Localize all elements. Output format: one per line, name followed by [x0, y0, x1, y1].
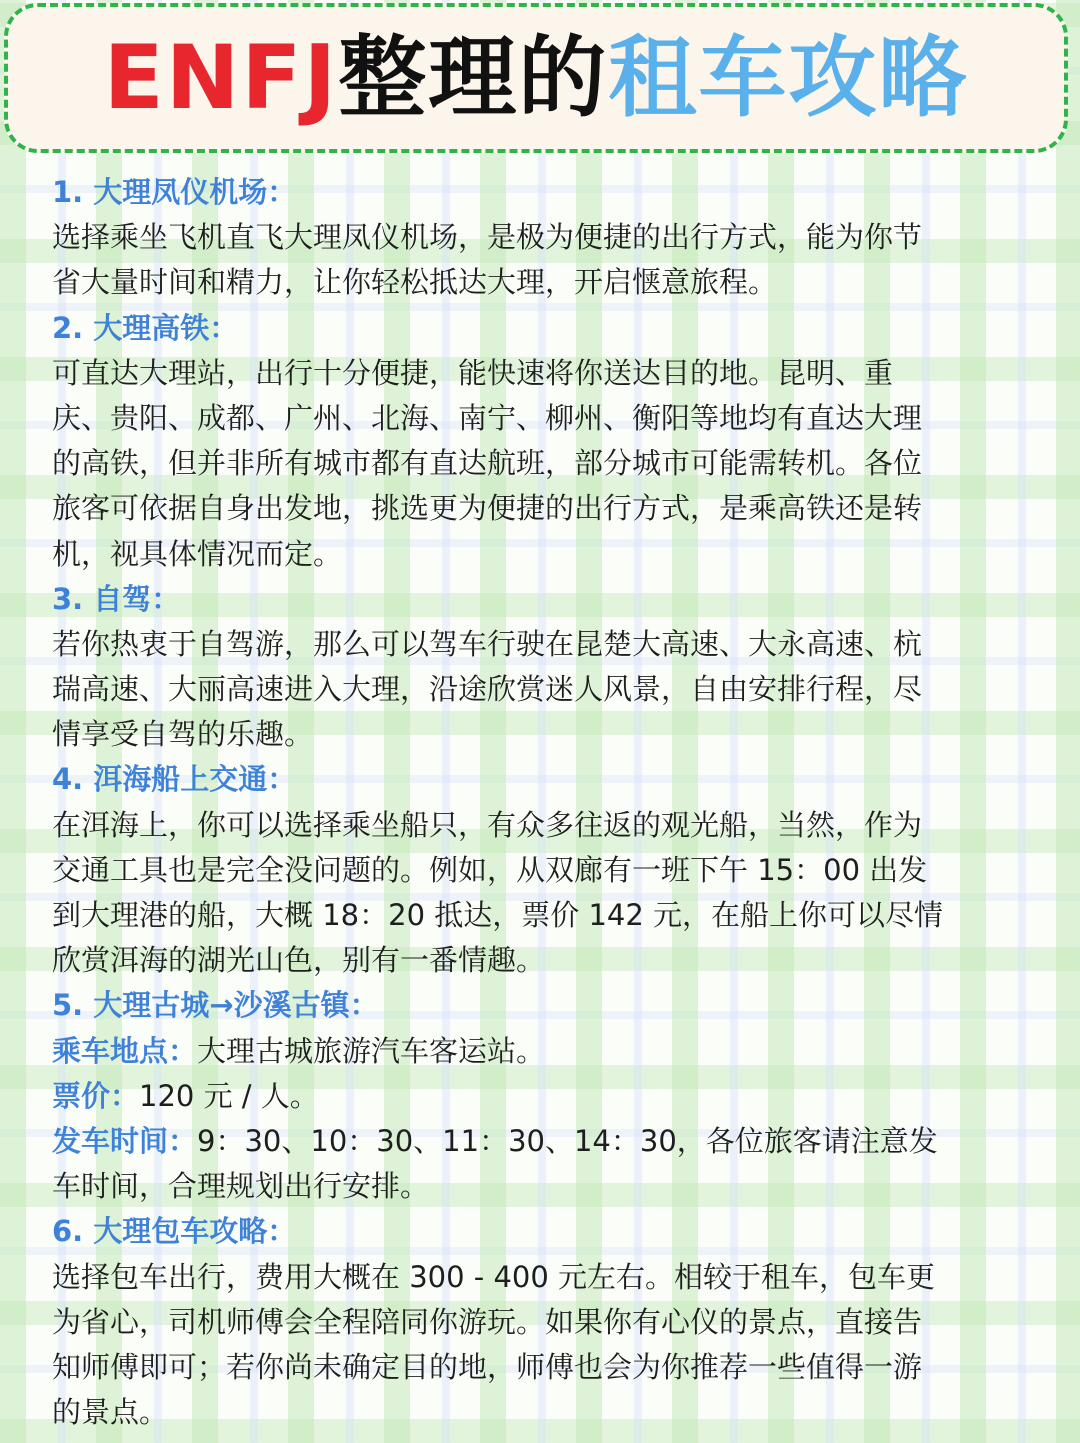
- paragraph-line: 情享受自驾的乐趣。: [52, 717, 314, 752]
- paragraph-line: 机，视具体情况而定。: [52, 536, 343, 571]
- info-item-ticket-price: [52, 1074, 1022, 1119]
- paragraph-line: 庆、贵阳、成都、广州、北海、南宁、柳州、衡阳等地均有直达大理: [52, 400, 923, 435]
- paragraph-line: 选择包车出行，费用大概在 300 - 400 元左右。相较于租车，包车更: [52, 1259, 936, 1294]
- info-item-boarding-location: [52, 1029, 1022, 1074]
- section-heading-erhai-boat: 4. 洱海船上交通：: [52, 762, 297, 797]
- paragraph-line: 欣赏洱海的湖光山色，别有一番情趣。: [52, 943, 546, 978]
- guide-content: [52, 170, 1022, 1435]
- info-label: 票价：: [52, 1078, 140, 1113]
- info-label: 乘车地点：: [52, 1033, 198, 1068]
- paragraph-line: 瑞高速、大丽高速进入大理，沿途欣赏迷人风景，自由安排行程，尽: [52, 672, 923, 707]
- paragraph-line: 到大理港的船，大概 18：20 抵达，票价 142 元，在船上你可以尽情: [52, 898, 944, 932]
- info-label: 发车时间：: [52, 1123, 198, 1158]
- title-banner: [4, 3, 1068, 153]
- title-car-rental-guide: 租车攻略: [608, 26, 969, 129]
- info-item-departure-times: [52, 1119, 1022, 1164]
- paragraph-line: 若你热衷于自驾游，那么可以驾车行驶在昆楚大高速、大永高速、杭: [52, 626, 923, 661]
- title-organized: 整理的: [338, 26, 609, 129]
- paragraph-line: 车时间，合理规划出行安排。: [52, 1169, 430, 1204]
- section-heading-shaxi-route: 5. 大理古城→沙溪古镇：: [52, 988, 379, 1023]
- title-enfj: ENFJ: [103, 26, 339, 129]
- info-value: 大理古城旅游汽车客运站。: [197, 1033, 546, 1068]
- info-value: 9：30、10：30、11：30、14：30，各位旅客请注意发: [197, 1123, 938, 1158]
- paragraph-line: 的景点。: [52, 1395, 169, 1430]
- paragraph-line: 在洱海上，你可以选择乘坐船只，有众多往返的观光船，当然，作为: [52, 807, 923, 842]
- paragraph-line: 知师傅即可；若你尚未确定目的地，师傅也会为你推荐一些值得一游: [52, 1349, 923, 1384]
- paragraph-line: 为省心，司机师傅会全程陪同你游玩。如果你有心仪的景点，直接告: [52, 1304, 923, 1339]
- paragraph-line: 旅客可依据自身出发地，挑选更为便捷的出行方式，是乘高铁还是转: [52, 491, 923, 526]
- paragraph-line: 省大量时间和精力，让你轻松抵达大理，开启惬意旅程。: [52, 265, 778, 300]
- info-value: 120 元 / 人。: [139, 1078, 319, 1113]
- paragraph-line: 交通工具也是完全没问题的。例如，从双廊有一班下午 15：00 出发: [52, 852, 928, 887]
- paragraph-line: 的高铁，但并非所有城市都有直达航班，部分城市可能需转机。各位: [52, 446, 923, 481]
- paragraph-line: 选择乘坐飞机直飞大理凤仪机场，是极为便捷的出行方式，能为你节: [52, 220, 923, 255]
- paragraph-line: 可直达大理站，出行十分便捷，能快速将你送达目的地。昆明、重: [52, 355, 894, 390]
- section-heading-self-drive: 3. 自驾：: [52, 581, 181, 616]
- section-heading-airport: 1. 大理凤仪机场：: [52, 175, 297, 209]
- section-heading-high-speed-rail: 2. 大理高铁：: [52, 310, 239, 345]
- section-heading-charter-car: 6. 大理包车攻略：: [52, 1214, 297, 1249]
